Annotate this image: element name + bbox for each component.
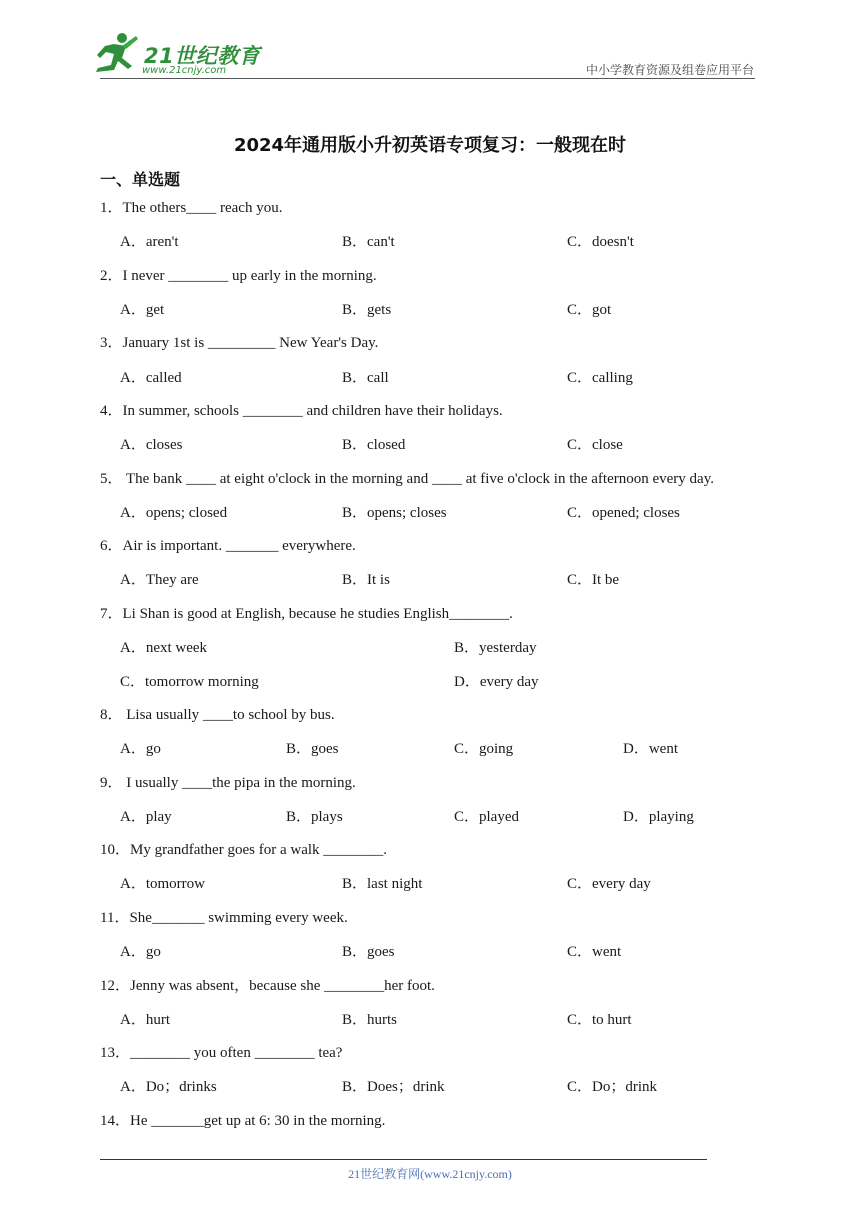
option-row <box>0 1008 860 1028</box>
option-c[interactable]: C．doesn't <box>567 234 634 250</box>
question-stem: 14．He _______get up at 6: 30 in the morning. <box>100 1113 386 1129</box>
option-c[interactable]: C．Do；drink <box>567 1079 658 1095</box>
option-b[interactable]: B．goes <box>286 741 339 757</box>
option-row <box>0 670 860 690</box>
option-c[interactable]: C．got <box>567 302 612 318</box>
option-row <box>0 636 860 656</box>
option-b[interactable]: B．plays <box>286 809 343 825</box>
option-c[interactable]: C．went <box>567 944 622 960</box>
option-d[interactable]: D．went <box>623 741 678 757</box>
option-a[interactable]: A．go <box>120 741 161 757</box>
option-a[interactable]: A．They are <box>120 572 199 588</box>
option-row <box>0 805 860 825</box>
option-a[interactable]: A．tomorrow <box>120 876 205 892</box>
header-divider <box>100 78 755 79</box>
footer-divider <box>100 1159 707 1160</box>
runner-icon <box>92 32 142 76</box>
option-c[interactable]: C．close <box>567 437 623 453</box>
page-header <box>0 0 860 90</box>
question-stem: 10．My grandfather goes for a walk ________. <box>100 842 388 858</box>
platform-name: 中小学教育资源及组卷应用平台 <box>585 63 754 77</box>
option-b[interactable]: B．yesterday <box>454 640 537 656</box>
option-c[interactable]: C．every day <box>567 876 651 892</box>
option-row <box>0 940 860 960</box>
option-b[interactable]: B．last night <box>342 876 423 892</box>
option-a[interactable]: A．next week <box>120 640 208 656</box>
option-c[interactable]: C．opened; closes <box>567 505 680 521</box>
question-stem: 12．Jenny was absent，because she ________her foot. <box>100 978 435 994</box>
option-c[interactable]: C．going <box>454 741 514 757</box>
option-c[interactable]: C．to hurt <box>567 1012 632 1028</box>
option-a[interactable]: A．aren't <box>120 234 179 250</box>
option-row <box>0 1075 860 1095</box>
question-stem: 6．Air is important. _______ everywhere. <box>100 538 356 554</box>
option-row <box>0 230 860 250</box>
option-b[interactable]: B．goes <box>342 944 395 960</box>
option-a[interactable]: A．go <box>120 944 161 960</box>
question-stem: 7．Li Shan is good at English, because he studies English________. <box>100 606 513 622</box>
option-d[interactable]: D．every day <box>454 674 539 690</box>
option-a[interactable]: A．play <box>120 809 172 825</box>
option-b[interactable]: B．call <box>342 370 389 386</box>
page-title: 2024年通用版小升初英语专项复习：一般现在时 <box>233 135 627 156</box>
option-row <box>0 501 860 521</box>
logo-url: www.21cnjy.com <box>142 65 227 76</box>
option-row <box>0 433 860 453</box>
question-stem: 11．She_______ swimming every week. <box>100 910 348 926</box>
option-b[interactable]: B．Does；drink <box>342 1079 445 1095</box>
option-c[interactable]: C．calling <box>567 370 633 386</box>
site-logo <box>92 32 262 78</box>
question-stem: 3．January 1st is _________ New Year's Day. <box>100 335 379 351</box>
option-a[interactable]: A．opens; closed <box>120 505 228 521</box>
option-a[interactable]: A．hurt <box>120 1012 170 1028</box>
question-stem: 13．________ you often ________ tea? <box>100 1045 343 1061</box>
option-b[interactable]: B．closed <box>342 437 406 453</box>
question-stem: 4．In summer, schools ________ and children have their holidays. <box>100 403 503 419</box>
option-b[interactable]: B．hurts <box>342 1012 398 1028</box>
option-row <box>0 872 860 892</box>
option-row <box>0 298 860 318</box>
option-a[interactable]: A．Do；drinks <box>120 1079 217 1095</box>
section-heading: 一、单选题 <box>100 170 181 189</box>
option-b[interactable]: B．can't <box>342 234 395 250</box>
option-row <box>0 737 860 757</box>
question-stem: 9． I usually ____the pipa in the morning. <box>100 775 356 791</box>
option-b[interactable]: B．gets <box>342 302 392 318</box>
logo-text: 21世纪教育 <box>144 44 261 68</box>
option-c[interactable]: C．It be <box>567 572 620 588</box>
question-stem: 5． The bank ____ at eight o'clock in the morning and ____ at five o'clock in the afternoon every day. <box>100 471 714 487</box>
option-c[interactable]: C．tomorrow morning <box>120 674 259 690</box>
question-stem: 8． Lisa usually ____to school by bus. <box>100 707 335 723</box>
option-row <box>0 568 860 588</box>
option-b[interactable]: B．It is <box>342 572 390 588</box>
option-a[interactable]: A．closes <box>120 437 183 453</box>
option-b[interactable]: B．opens; closes <box>342 505 447 521</box>
page-footer: 21世纪教育网(www.21cnjy.com) <box>348 1167 512 1181</box>
question-stem: 1．The others____ reach you. <box>100 200 283 216</box>
option-d[interactable]: D．playing <box>623 809 694 825</box>
option-a[interactable]: A．get <box>120 302 165 318</box>
question-stem: 2．I never ________ up early in the morning. <box>100 268 377 284</box>
option-row <box>0 366 860 386</box>
option-c[interactable]: C．played <box>454 809 519 825</box>
option-a[interactable]: A．called <box>120 370 182 386</box>
